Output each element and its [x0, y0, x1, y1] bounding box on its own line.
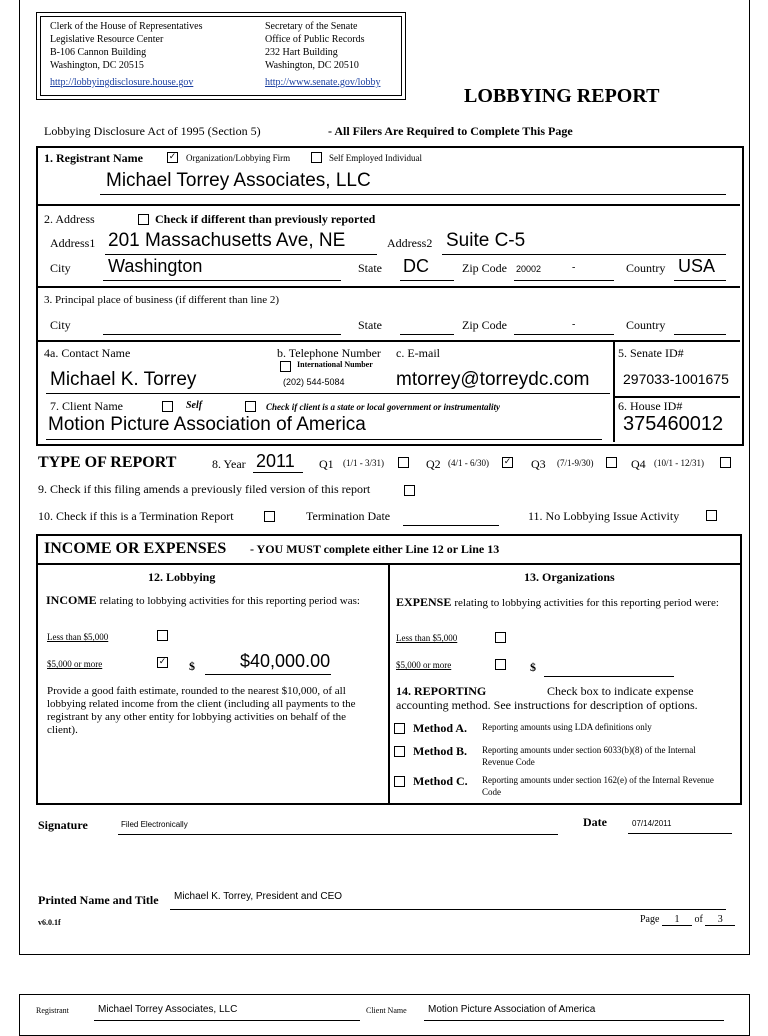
- termination-date-label: Termination Date: [306, 509, 391, 523]
- page-total: 3: [705, 914, 735, 926]
- q4-range: (10/1 - 12/31): [654, 458, 704, 468]
- address-label: 2. Address: [44, 212, 95, 226]
- expense-more-checkbox[interactable]: [495, 659, 506, 670]
- house-line4: Washington, DC 20515: [50, 60, 144, 71]
- reporting-text-a: Check box to indicate expense: [547, 684, 694, 698]
- method-c-checkbox[interactable]: [394, 776, 405, 787]
- zip-label: Zip Code: [462, 261, 507, 275]
- house-line1: Clerk of the House of Representatives: [50, 21, 203, 32]
- method-b-desc: Reporting amounts under section 6033(b)(8) of the Internal Revenue Code: [482, 745, 696, 767]
- org-firm-label: Organization/Lobbying Firm: [186, 153, 291, 163]
- address-changed-label: Check if different than previously reported: [155, 212, 376, 226]
- act-subtitle: Lobbying Disclosure Act of 1995 (Section 5): [44, 124, 261, 138]
- country-label: Country: [626, 261, 666, 275]
- senate-id-value: 297033-1001675: [623, 371, 729, 387]
- all-filers-note: - All Filers Are Required to Complete This Page: [328, 124, 573, 138]
- senate-line2: Office of Public Records: [265, 34, 365, 45]
- q2-checkbox[interactable]: ✓: [503, 457, 512, 467]
- client-state-checkbox[interactable]: [245, 401, 256, 412]
- client-label: 7. Client Name: [50, 399, 123, 413]
- amend-checkbox[interactable]: [404, 485, 415, 496]
- intl-number-label: International Number: [297, 360, 373, 369]
- method-c-desc: Reporting amounts under section 162(e) of the Internal Revenue Code: [482, 775, 714, 797]
- city-label: City: [50, 261, 71, 275]
- zip-value: 20002: [516, 264, 542, 274]
- report-title: LOBBYING REPORT: [464, 85, 660, 107]
- expense-less-label: Less than $5,000: [396, 633, 458, 643]
- page2-client-value: Motion Picture Association of America: [428, 1004, 596, 1015]
- registrant-name: Michael Torrey Associates, LLC: [106, 170, 371, 191]
- income-text-block: [46, 594, 382, 608]
- address2-label: Address2: [387, 236, 433, 250]
- income-more-checkbox[interactable]: ✓: [158, 657, 167, 667]
- signature-value: Filed Electronically: [121, 820, 188, 829]
- page-num: 1: [662, 914, 692, 926]
- income-less-checkbox[interactable]: [157, 630, 168, 641]
- report-type-heading: TYPE OF REPORT: [38, 454, 177, 471]
- intl-number-checkbox[interactable]: [280, 361, 291, 372]
- no-activity-checkbox[interactable]: [706, 510, 717, 521]
- principal-zip-dash: -: [572, 319, 576, 330]
- expense-word: EXPENSE: [396, 595, 452, 609]
- reporting-title: 14. REPORTING: [396, 684, 487, 698]
- page2-border: [19, 994, 750, 1036]
- self-employed-checkbox[interactable]: [311, 152, 322, 163]
- house-office: [50, 20, 202, 89]
- organizations-title: 13. Organizations: [524, 570, 615, 584]
- page-number: [640, 914, 735, 926]
- signature-label: Signature: [38, 818, 88, 832]
- senate-office: [265, 20, 380, 89]
- q1-range: (1/1 - 3/31): [343, 458, 384, 468]
- page2-registrant-value: Michael Torrey Associates, LLC: [98, 1004, 238, 1015]
- method-c-name: Method C.: [413, 774, 468, 788]
- method-a-checkbox[interactable]: [394, 723, 405, 734]
- q3-label: Q3: [531, 457, 546, 471]
- income-heading: INCOME OR EXPENSES: [44, 540, 227, 557]
- state-value: DC: [403, 256, 429, 276]
- income-less-label: Less than $5,000: [47, 632, 109, 642]
- date-label: Date: [583, 815, 607, 829]
- contact-name-label: 4a. Contact Name: [44, 346, 131, 360]
- house-line3: B-106 Cannon Building: [50, 47, 147, 58]
- client-state-label: Check if client is a state or local government or instrumentality: [266, 402, 501, 412]
- income-more-label: $5,000 or more: [47, 659, 103, 669]
- page2-client-label: Client Name: [366, 1006, 407, 1015]
- q1-checkbox[interactable]: [398, 457, 409, 468]
- client-name-value: Motion Picture Association of America: [48, 414, 366, 435]
- city-value: Washington: [108, 256, 203, 276]
- page2-registrant-label: Registrant: [36, 1006, 69, 1015]
- printed-name-label: Printed Name and Title: [38, 893, 159, 907]
- printed-name-value: Michael K. Torrey, President and CEO: [174, 891, 343, 902]
- expense-text-block: [396, 596, 736, 610]
- method-a-desc: Reporting amounts using LDA definitions only: [482, 722, 652, 732]
- termination-checkbox[interactable]: [264, 511, 275, 522]
- q1-label: Q1: [319, 457, 334, 471]
- client-self-label: Self: [186, 400, 203, 411]
- phone-label: b. Telephone Number: [277, 346, 381, 360]
- address1-value: 201 Massachusetts Ave, NE: [108, 230, 346, 251]
- year-value: 2011: [256, 451, 295, 471]
- reporting-text-b: accounting method. See instructions for description of options.: [396, 698, 698, 712]
- q3-checkbox[interactable]: [606, 457, 617, 468]
- expense-more-label: $5,000 or more: [396, 660, 452, 670]
- self-employed-label: Self Employed Individual: [329, 153, 422, 163]
- address1-label: Address1: [50, 236, 96, 250]
- principal-label: 3. Principal place of business (if different than line 2): [44, 294, 280, 306]
- income-heading-note: - YOU MUST complete either Line 12 or Line 13: [250, 542, 500, 556]
- principal-state-label: State: [358, 318, 382, 332]
- contact-name-value: Michael K. Torrey: [50, 369, 197, 390]
- expense-dollar-sign: $: [530, 660, 536, 674]
- income-amount: $40,000.00: [240, 651, 331, 671]
- email-value: mtorrey@torreydc.com: [396, 369, 590, 390]
- of-label: of: [694, 914, 703, 925]
- method-b-name: Method B.: [413, 744, 467, 758]
- lobbying-title: 12. Lobbying: [148, 570, 216, 584]
- no-activity-label: 11. No Lobbying Issue Activity: [528, 509, 680, 523]
- q3-range: (7/1-9/30): [557, 458, 594, 468]
- year-label: 8. Year: [212, 457, 246, 471]
- expense-less-checkbox[interactable]: [495, 632, 506, 643]
- client-self-checkbox[interactable]: [162, 401, 173, 412]
- q2-range: (4/1 - 6/30): [448, 458, 489, 468]
- amend-label: 9. Check if this filing amends a previously filed version of this report: [38, 482, 371, 496]
- email-label: c. E-mail: [396, 346, 440, 360]
- termination-label: 10. Check if this is a Termination Report: [38, 509, 234, 523]
- income-note: Provide a good faith estimate, rounded to the nearest $10,000, of all lobbying related income from the client (including all payments to the registrant by any other entity for lobbying activities on behalf of the client).: [47, 685, 356, 736]
- q4-checkbox[interactable]: [720, 457, 731, 468]
- income-dollar-sign: $: [189, 659, 195, 673]
- method-a-name: Method A.: [413, 721, 467, 735]
- house-id-label: 6. House ID#: [618, 399, 683, 413]
- senate-url-link[interactable]: http://www.senate.gov/lobby: [265, 77, 381, 88]
- state-label: State: [358, 261, 382, 275]
- address-changed-checkbox[interactable]: [138, 214, 149, 225]
- method-b-checkbox[interactable]: [394, 746, 405, 757]
- org-firm-checkbox[interactable]: ✓: [168, 152, 177, 162]
- income-word: INCOME: [46, 593, 97, 607]
- phone-value: (202) 544-5084: [283, 377, 345, 387]
- registrant-label: 1. Registrant Name: [44, 151, 143, 165]
- page-label: Page: [640, 914, 660, 925]
- q2-label: Q2: [426, 457, 441, 471]
- senate-line1: Secretary of the Senate: [265, 21, 358, 32]
- senate-line3: 232 Hart Building: [265, 47, 338, 58]
- house-id-value: 375460012: [623, 413, 724, 435]
- principal-zip-label: Zip Code: [462, 318, 507, 332]
- country-value: USA: [678, 256, 716, 276]
- zip-dash: -: [572, 262, 576, 273]
- expense-text: relating to lobbying activities for this reporting period were:: [454, 597, 719, 609]
- house-line2: Legislative Resource Center: [50, 34, 164, 45]
- page-border: [19, 0, 750, 955]
- principal-country-label: Country: [626, 318, 666, 332]
- principal-city-label: City: [50, 318, 71, 332]
- senate-id-label: 5. Senate ID#: [618, 346, 684, 360]
- address2-value: Suite C-5: [446, 230, 526, 251]
- house-url-link[interactable]: http://lobbyingdisclosure.house.gov: [50, 77, 194, 88]
- senate-line4: Washington, DC 20510: [265, 60, 359, 71]
- date-value: 07/14/2011: [632, 819, 672, 828]
- income-text: relating to lobbying activities for this reporting period was:: [99, 595, 360, 607]
- q4-label: Q4: [631, 457, 646, 471]
- version-label: v6.0.1f: [38, 918, 61, 927]
